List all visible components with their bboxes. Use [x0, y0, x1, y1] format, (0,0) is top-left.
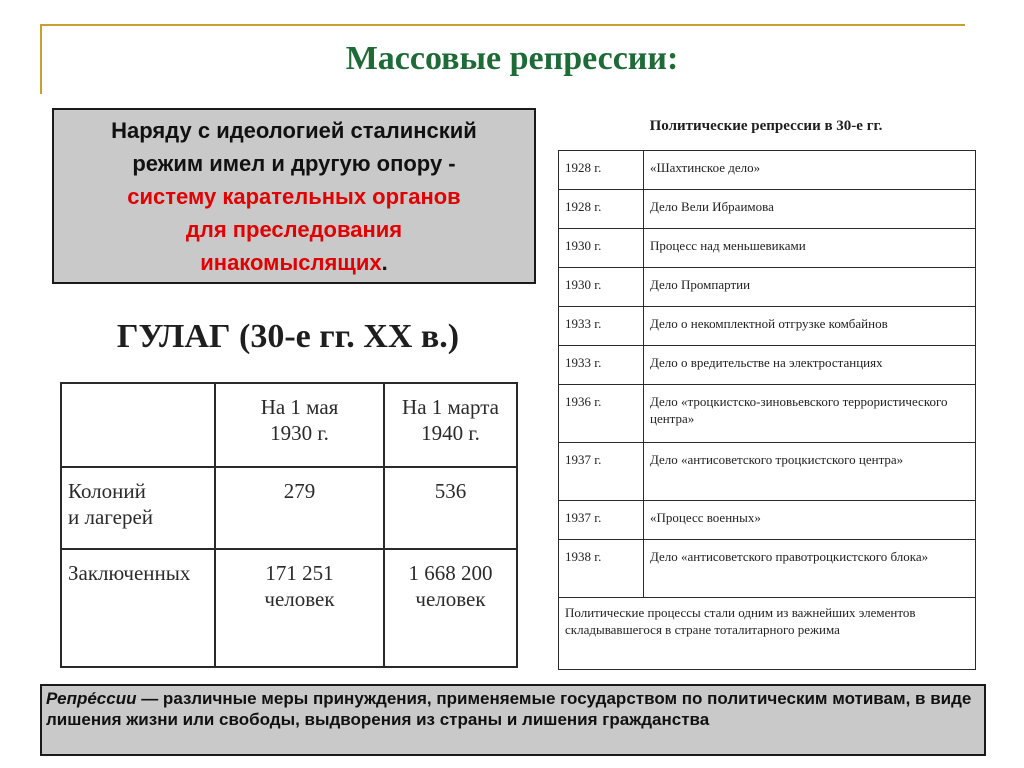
table-row	[559, 151, 976, 190]
gulag-prisoners-1930-value: 171 251	[265, 561, 334, 585]
gulag-col-1930-line1: На 1 мая	[260, 395, 339, 419]
repression-year: 1930 г.	[559, 229, 644, 268]
repression-event: Дело Вели Ибраимова	[644, 190, 976, 229]
repression-event: Дело о вредительстве на электростанциях	[644, 346, 976, 385]
intro-box	[52, 108, 536, 284]
table-row	[559, 346, 976, 385]
gulag-col-1940-line1: На 1 марта	[402, 395, 499, 419]
intro-highlight-3: инакомыслящих	[200, 250, 382, 275]
repression-event: «Шахтинское дело»	[644, 151, 976, 190]
gulag-title: ГУЛАГ (30-е гг. XX в.)	[116, 318, 460, 355]
table-row	[559, 540, 976, 598]
repression-year: 1937 г.	[559, 501, 644, 540]
intro-period: .	[381, 250, 388, 275]
gulag-prisoners-1930-unit: человек	[264, 587, 335, 611]
intro-highlight-2: для преследования	[185, 217, 403, 242]
gulag-row-camps-label	[61, 467, 215, 549]
table-row	[559, 229, 976, 268]
gulag-camps-1940: 536	[384, 467, 517, 549]
gulag-row-camps	[61, 467, 517, 549]
repression-year: 1933 г.	[559, 346, 644, 385]
table-row	[559, 190, 976, 229]
gulag-table	[60, 382, 518, 668]
definition-text: — различные меры принуждения, применяемые государством по политическим мотивам, в виде лишения жизни или свободы, выдворения из страны и лишения гражданства	[46, 689, 972, 729]
repressions-table	[558, 150, 976, 670]
repression-year: 1938 г.	[559, 540, 644, 598]
repression-event: «Процесс военных»	[644, 501, 976, 540]
repression-event: Дело Промпартии	[644, 268, 976, 307]
table-row	[559, 501, 976, 540]
repression-event: Дело «антисоветского троцкистского центра»	[644, 443, 976, 501]
gulag-row-prisoners-label: Заключенных	[61, 549, 215, 667]
gulag-prisoners-1940-unit: человек	[415, 587, 486, 611]
repression-year: 1928 г.	[559, 190, 644, 229]
gulag-col-1940-line2: 1940 г.	[421, 421, 480, 445]
repression-event: Дело «троцкистско-зиновьевского террористического центра»	[644, 385, 976, 443]
gulag-row-camps-label-2: и лагерей	[68, 505, 154, 529]
slide-title: Массовые репрессии:	[345, 40, 679, 77]
repressions-conclusion: Политические процессы стали одним из важнейших элементов складывавшегося в стране тоталитарного режима	[559, 598, 976, 670]
gulag-col-1930	[215, 383, 384, 467]
repression-year: 1933 г.	[559, 307, 644, 346]
repression-year: 1930 г.	[559, 268, 644, 307]
definition-term: Репре́ссии	[46, 689, 137, 708]
table-row	[559, 268, 976, 307]
intro-line-last	[54, 246, 534, 279]
definition-box	[40, 684, 986, 756]
intro-line-2: режим имел и другую опору -	[132, 151, 456, 176]
gulag-col-1940	[384, 383, 517, 467]
gulag-row-camps-label-1: Колоний	[68, 479, 146, 503]
intro-line-1: Наряду с идеологией сталинский	[111, 118, 477, 143]
gulag-camps-1930: 279	[215, 467, 384, 549]
gulag-col-1930-line2: 1930 г.	[270, 421, 329, 445]
repression-year: 1936 г.	[559, 385, 644, 443]
repression-year: 1937 г.	[559, 443, 644, 501]
repression-event: Дело «антисоветского правотроцкистского блока»	[644, 540, 976, 598]
table-row	[559, 443, 976, 501]
gulag-prisoners-1940	[384, 549, 517, 667]
table-row	[559, 307, 976, 346]
repression-year: 1928 г.	[559, 151, 644, 190]
repression-event: Процесс над меньшевиками	[644, 229, 976, 268]
gulag-row-prisoners	[61, 549, 517, 667]
repressions-title: Политические репрессии в 30-е гг.	[649, 118, 883, 134]
gulag-corner-cell	[61, 383, 215, 467]
intro-highlight-1: систему карательных органов	[127, 184, 461, 209]
table-row-conclusion	[559, 598, 976, 670]
table-row	[559, 385, 976, 443]
frame-top-line	[40, 24, 965, 26]
repression-event: Дело о некомплектной отгрузке комбайнов	[644, 307, 976, 346]
gulag-prisoners-1930	[215, 549, 384, 667]
gulag-prisoners-1940-value: 1 668 200	[408, 561, 493, 585]
gulag-header-row	[61, 383, 517, 467]
